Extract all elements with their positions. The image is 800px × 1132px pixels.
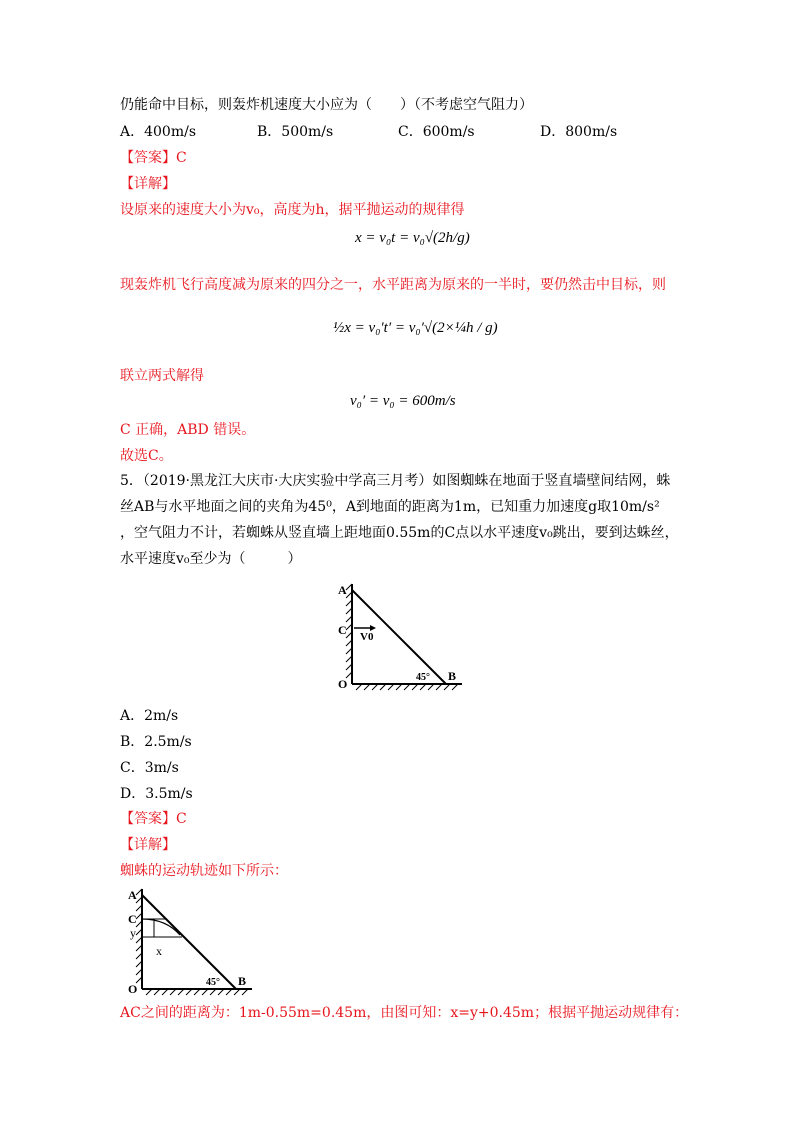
q5-stem-line-4: 水平速度v₀至少为（ ） xyxy=(120,551,302,567)
q5-figure-trajectory xyxy=(120,885,260,997)
q4-step1: 设原来的速度大小为v₀，高度为h，据平抛运动的规律得 xyxy=(120,202,465,218)
fig2-label-o: O xyxy=(128,982,138,996)
q4-equation-1-text: x = v₀t = v₀√(2h/g) xyxy=(355,230,470,246)
q5-option-d: D．3.5m/s xyxy=(120,786,193,802)
q4-answer: 【答案】C xyxy=(120,150,187,166)
fig2-label-x: x xyxy=(156,944,162,958)
q5-stem-line-3: ，空气阻力不计，若蜘蛛从竖直墙上距地面0.55m的C点以水平速度v₀跳出，要到达蛛丝， xyxy=(120,525,679,541)
fig1-label-o: O xyxy=(338,677,348,691)
q4-equation-1 xyxy=(355,230,470,247)
fig2-label-y: y xyxy=(130,926,136,940)
q5-stem-line-2: 丝AB与水平地面之间的夹角为45⁰，A到地面的距离为1m，已知重力加速度g取10m/s² xyxy=(120,499,660,515)
fig2-label-c: C xyxy=(128,912,137,926)
q4-conclusion-2: 故选C。 xyxy=(120,448,173,464)
fig1-label-c: C xyxy=(338,623,347,637)
q5-stem-line-1: 5．（2019·黑龙江大庆市·大庆实验中学高三月考）如图蜘蛛在地面于竖直墙壁间结网，蛛 xyxy=(120,473,671,489)
q5-figure-wall-web xyxy=(330,580,470,692)
q4-equation-3 xyxy=(350,393,456,410)
fig2-label-b: B xyxy=(238,974,247,988)
q5-answer: 【答案】C xyxy=(120,811,187,827)
q4-equation-2-text: ½x = v₀′t′ = v₀′√(2×¼h / g) xyxy=(333,320,498,336)
fig1-label-v0: V0 xyxy=(360,631,374,643)
q5-detail-label: 【详解】 xyxy=(120,837,176,853)
q5-step1: 蜘蛛的运动轨迹如下所示： xyxy=(120,863,288,879)
fig1-label-b: B xyxy=(448,669,457,683)
q4-option-c: C．600m/s xyxy=(398,124,475,140)
web-line-ab xyxy=(142,895,236,989)
q4-option-a: A．400m/s xyxy=(120,124,197,140)
q4-option-b: B．500m/s xyxy=(257,124,334,140)
fig1-label-angle: 45° xyxy=(416,672,430,683)
q4-option-d: D．800m/s xyxy=(540,124,618,140)
fig1-label-a: A xyxy=(338,583,347,597)
q4-stem-tail: 仍能命中目标，则轰炸机速度大小应为（ ）（不考虑空气阻力） xyxy=(120,97,533,113)
q4-equation-2 xyxy=(333,320,498,337)
q5-option-a: A．2m/s xyxy=(120,708,179,724)
fig2-label-a: A xyxy=(128,888,137,902)
q5-option-c: C．3m/s xyxy=(120,760,179,776)
q5-option-b: B．2.5m/s xyxy=(120,734,192,750)
q4-conclusion-1: C 正确，ABD 错误。 xyxy=(120,422,256,438)
q4-step3: 联立两式解得 xyxy=(120,368,204,384)
q4-step2: 现轰炸机飞行高度减为原来的四分之一，水平距离为原来的一半时，要仍然击中目标，则 xyxy=(120,277,666,293)
fig2-label-angle: 45° xyxy=(206,977,220,988)
q4-detail-label: 【详解】 xyxy=(120,176,176,192)
q5-step2: AC之间的距离为：1m-0.55m=0.45m，由图可知：x=y+0.45m；根据平抛运动规律有： xyxy=(120,1005,689,1021)
q4-equation-3-text: v₀′ = v₀ = 600m/s xyxy=(350,393,456,409)
